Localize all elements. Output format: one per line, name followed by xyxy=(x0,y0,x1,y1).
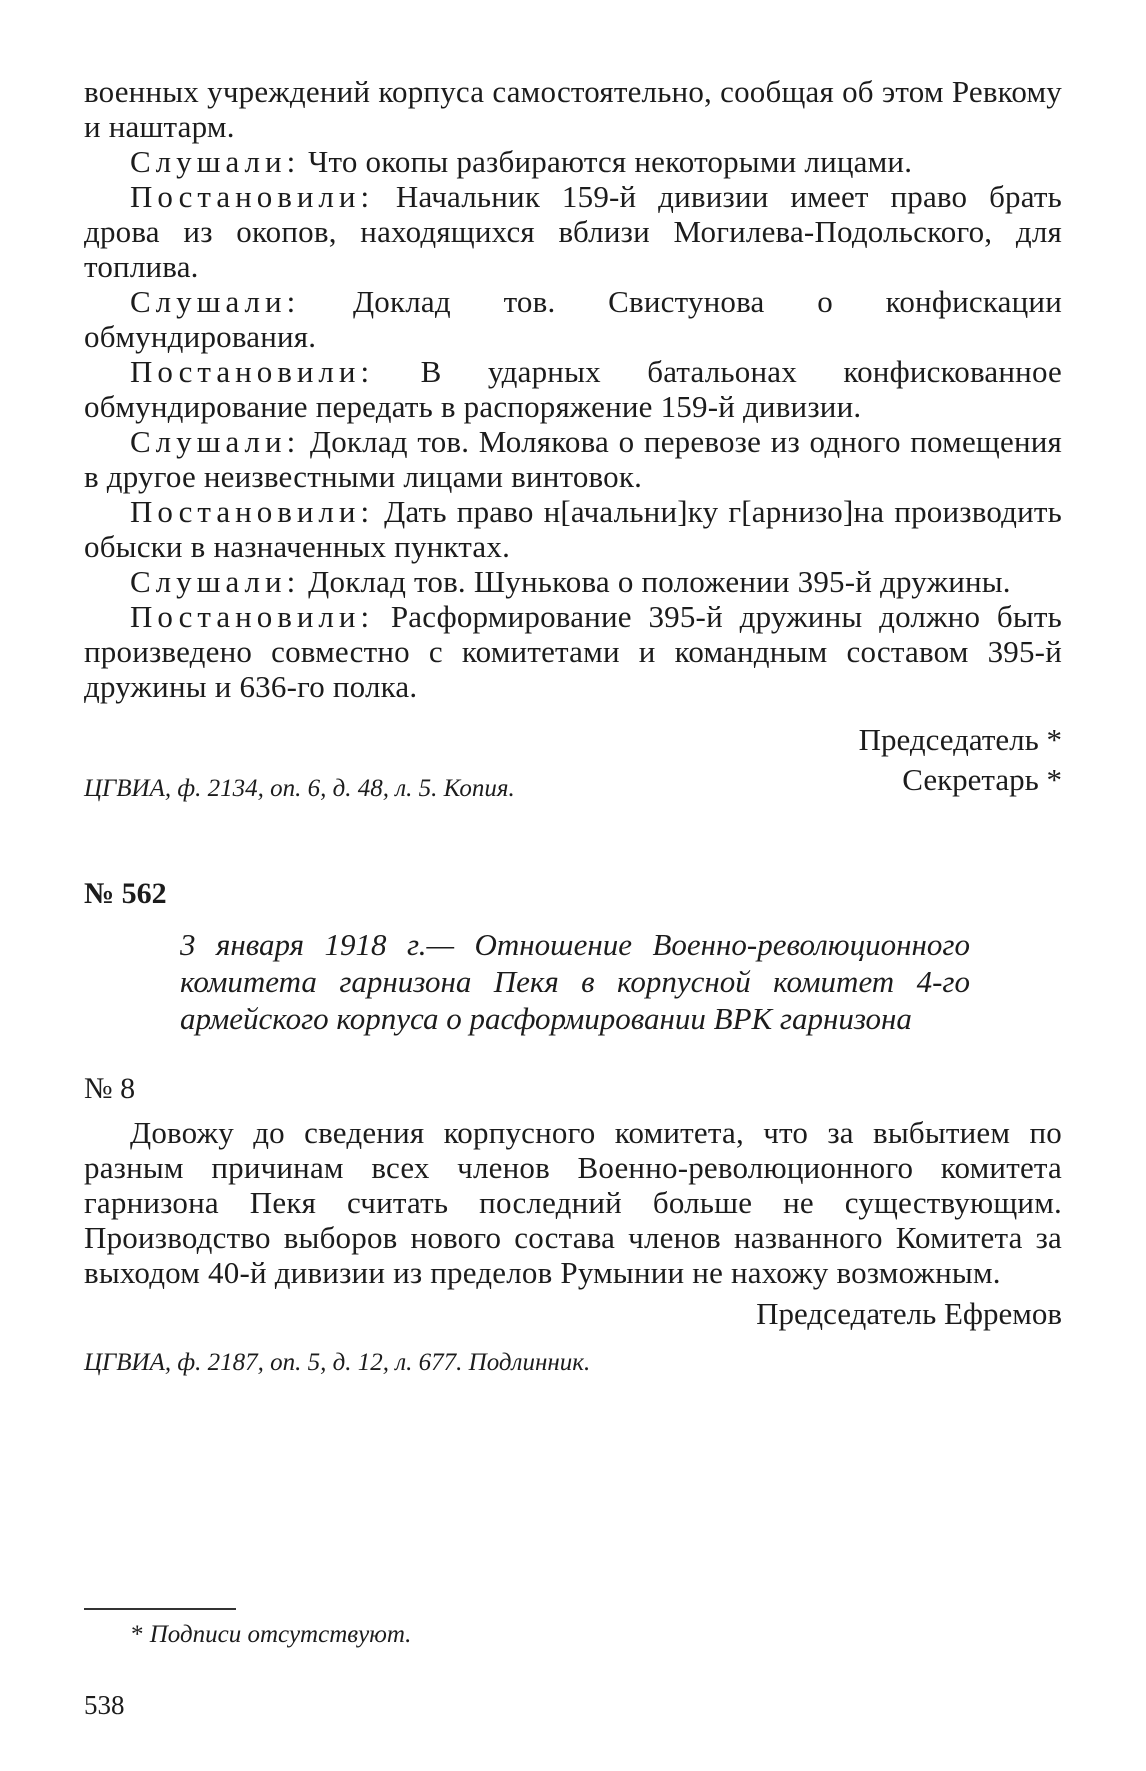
letter-body: Довожу до сведения корпусного комитета, что за выбытием по разным причинам всех членов Военно-революционного комитета гарнизона Пекя считать последний больше не существующим. Производство выборов нового состава членов названного Комитета за выходом 40-й дивизии из пределов Румынии не нахожу возможным. xyxy=(84,1115,1062,1290)
paragraph-heard-molyakov: Слушали: Доклад тов. Молякова о перевозе из одного помещения в другое неизвестными лицами винтовок. xyxy=(84,424,1062,494)
paragraph-resolved-firewood: Постановили: Начальник 159-й дивизии имеет право брать дрова из окопов, находящихся вблизи Могилева-Подольского, для топлива. xyxy=(84,179,1062,284)
footnote-divider xyxy=(84,1608,236,1610)
label-resolved: Постановили: xyxy=(130,494,375,529)
label-heard: Слушали: xyxy=(130,284,301,319)
document-number: № 562 xyxy=(84,877,167,910)
paragraph-resolved-uniforms: Постановили: В ударных батальонах конфискованное обмундирование передать в распоряжение 159-й дивизии. xyxy=(84,354,1062,424)
page-content xyxy=(84,74,1062,1378)
footnote-marker: * xyxy=(131,1621,144,1648)
letter-number: № 8 xyxy=(84,1072,136,1105)
archive-source: ЦГВИА, ф. 2134, оп. 6, д. 48, л. 5. Копия. xyxy=(84,775,515,802)
archive-source: ЦГВИА, ф. 2187, оп. 5, д. 12, л. 677. Подлинник. xyxy=(84,1349,591,1376)
document-title: 3 января 1918 г.— Отношение Военно-революционного комитета гарнизона Пекя в корпусной комитет 4-го армейского корпуса о расформировании ВРК гарнизона xyxy=(180,927,970,1036)
label-resolved: Постановили: xyxy=(130,179,375,214)
paragraph-heard-sviatunov: Слушали: Доклад тов. Свистунова о конфискации обмундирования. xyxy=(84,284,1062,354)
signature-secretary: Секретарь * xyxy=(902,762,1062,797)
paragraph-heard-shunkov: Слушали: Доклад тов. Шунькова о положении 395-й дружины. xyxy=(130,564,1011,599)
label-heard: Слушали: xyxy=(130,144,301,179)
paragraph-continuation: военных учреждений корпуса самостоятельно, сообщая об этом Ревкому и наштарм. xyxy=(84,74,1062,144)
label-heard: Слушали: xyxy=(130,564,301,599)
footnote xyxy=(131,1620,411,1650)
signature-efremov: Председатель Ефремов xyxy=(756,1296,1062,1331)
paragraph-resolved-searches: Постановили: Дать право н[ачальни]ку г[арнизо]на производить обыски в назначенных пунктах. xyxy=(84,494,1062,564)
signature-chairman: Председатель * xyxy=(858,722,1062,757)
label-resolved: Постановили: xyxy=(130,354,375,389)
footnote-text: Подписи отсутствуют. xyxy=(149,1621,412,1648)
paragraph-resolved-disband: Постановили: Расформирование 395-й дружины должно быть произведено совместно с комитетами и командным составом 395-й дружины и 636-го полка. xyxy=(84,599,1062,704)
label-resolved: Постановили: xyxy=(130,599,375,634)
label-heard: Слушали: xyxy=(130,424,301,459)
page-number: 538 xyxy=(84,1690,125,1720)
paragraph-heard-trenches: Слушали: Что окопы разбираются некоторыми лицами. xyxy=(130,144,913,179)
